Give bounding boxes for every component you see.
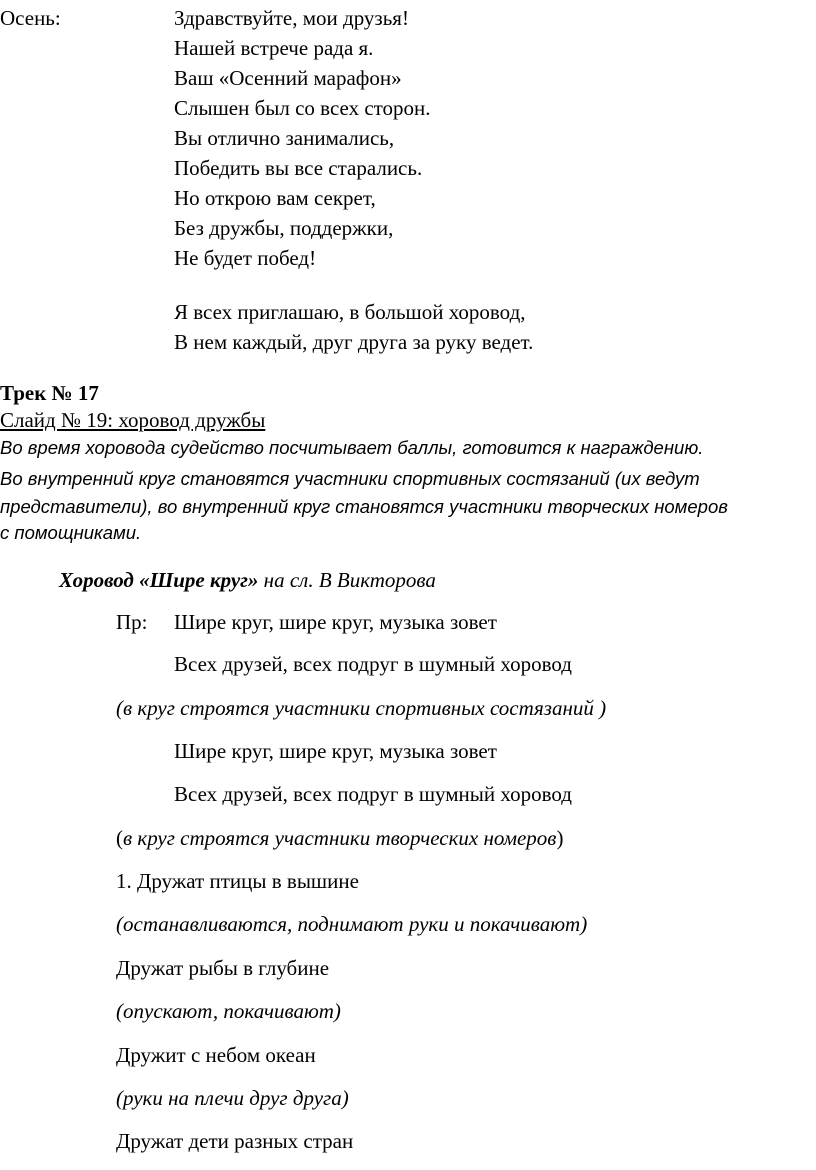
poem-line: Вы отлично занимались, xyxy=(174,126,395,150)
poem-line: Не будет побед! xyxy=(174,246,317,270)
stage-note: Во внутренний круг становятся участники спортивных состязаний (их ведут xyxy=(0,468,700,489)
direction-text: ( xyxy=(116,826,123,850)
verse-line: Дружит с небом океан xyxy=(116,1043,316,1067)
stage-note: представители), во внутренний круг становятся участники творческих номеров xyxy=(0,496,728,517)
poem-line: Победить вы все старались. xyxy=(174,156,423,180)
poem-line: Ваш «Осенний марафон» xyxy=(174,66,402,90)
poem-line: Без дружбы, поддержки, xyxy=(174,216,394,240)
direction-text: участники спортивных состязаний xyxy=(274,696,594,720)
direction-text: (в круг строятся xyxy=(116,696,275,720)
track-title: Трек № 17 xyxy=(0,381,99,405)
song-heading xyxy=(59,568,436,592)
chorus-label: Пр: xyxy=(116,610,148,634)
verse-direction: (руки на плечи друг друга) xyxy=(116,1086,349,1110)
poem-line: Нашей встрече рада я. xyxy=(174,36,374,60)
poem-line: В нем каждый, друг друга за руку ведет. xyxy=(174,330,534,354)
stage-direction xyxy=(116,696,606,720)
stage-direction xyxy=(116,826,563,850)
verse-direction: (останавливаются, поднимают руки и покачивают) xyxy=(116,912,588,936)
slide-title: Слайд № 19: хоровод дружбы xyxy=(0,408,266,432)
song-author: на сл. В Викторова xyxy=(258,568,436,592)
verse-line: 1. Дружат птицы в вышине xyxy=(116,869,359,893)
chorus-line: Всех друзей, всех подруг в шумный хоровод xyxy=(174,782,572,806)
chorus-line: Всех друзей, всех подруг в шумный хоровод xyxy=(174,652,572,676)
verse-direction: (опускают, покачивают) xyxy=(116,999,341,1023)
verse-line: Дружат дети разных стран xyxy=(116,1129,354,1153)
verse-line: Дружат рыбы в глубине xyxy=(116,956,330,980)
poem-line: Я всех приглашаю, в большой хоровод, xyxy=(174,300,526,324)
chorus-line: Шире круг, шире круг, музыка зовет xyxy=(174,739,497,763)
stage-note: Во время хоровода судейство посчитывает баллы, готовится к награждению. xyxy=(0,437,704,458)
poem-line: Но открою вам секрет, xyxy=(174,186,376,210)
stage-note: с помощниками. xyxy=(0,522,142,543)
direction-text: в круг строятся участники творческих номеров xyxy=(123,826,557,850)
song-title: Хоровод «Шире круг» xyxy=(59,568,259,592)
poem-line: Здравствуйте, мои друзья! xyxy=(174,6,409,30)
poem-line: Слышен был со всех сторон. xyxy=(174,96,431,120)
chorus-line: Шире круг, шире круг, музыка зовет xyxy=(174,610,497,634)
direction-text: ) xyxy=(593,696,607,720)
speaker-label: Осень: xyxy=(0,6,61,30)
direction-text: ) xyxy=(556,826,564,850)
